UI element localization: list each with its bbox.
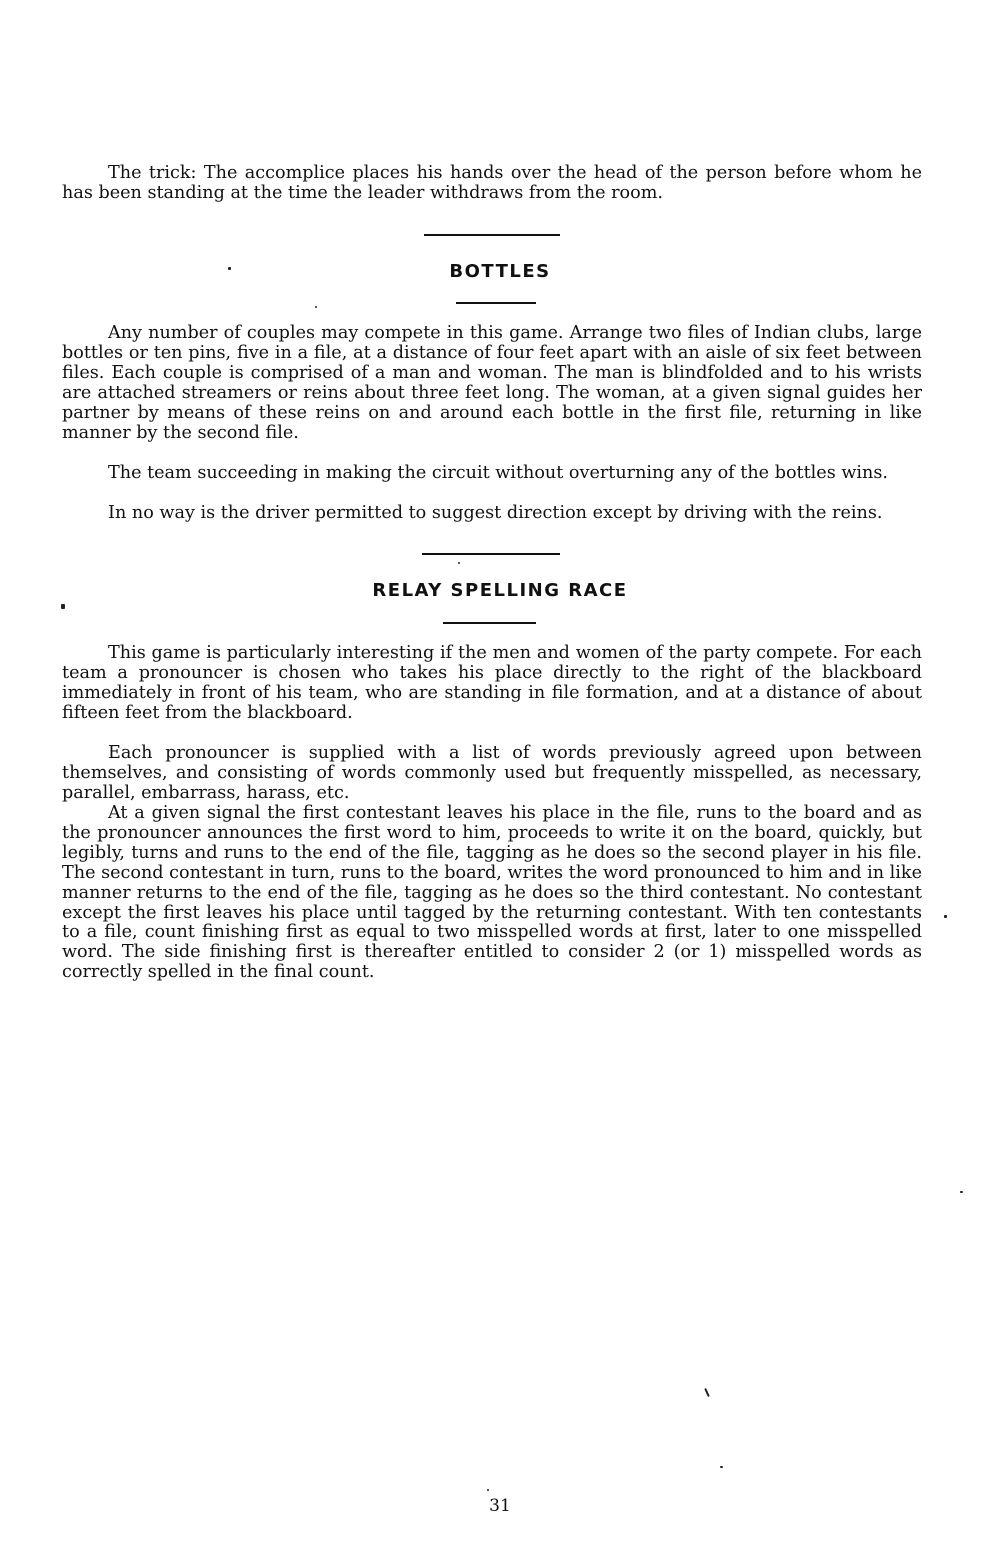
section-divider — [422, 553, 560, 555]
section-title-relay-spelling-race: RELAY SPELLING RACE — [372, 580, 628, 601]
scan-speck — [487, 1489, 489, 1491]
relay-paragraph: This game is particularly interesting if the men and women of the party compete. For each team a pronouncer is chosen who takes his place directly to the right of the blackboard immediately in front of his team, who are standing in file formation, and at a distance of about fifteen feet from the blackboard. — [62, 643, 922, 723]
scan-speck — [315, 306, 317, 308]
scan-speck — [228, 267, 231, 270]
bottles-paragraph: Any number of couples may compete in this game. Arrange two files of Indian clubs, large bottles or ten pins, five in a file, at a distance of four feet apart with an aisle of six feet between files. Each couple is comprised of a man and woman. The man is blindfolded and to his wrists are attached streamers or reins about three feet long. The woman, at a given signal guides her partner by means of these reins on and around each bottle in the first file, returning in like manner by the second file. — [62, 323, 922, 443]
relay-paragraph: Each pronouncer is supplied with a list of words previously agreed upon between themselves, and consisting of words commonly used but frequently misspelled, as necessary, parallel, embarrass, harass, etc. — [62, 743, 922, 803]
scan-speck — [704, 1388, 710, 1397]
scan-speck — [458, 562, 460, 564]
bottles-paragraph: The team succeeding in making the circuit without overturning any of the bottles wins. — [108, 463, 888, 483]
scan-speck — [960, 1191, 963, 1193]
section-divider — [424, 234, 560, 236]
intro-paragraph: The trick: The accomplice places his hands over the head of the person before whom he has been standing at the time the leader withdraws from the room. — [62, 163, 922, 203]
scan-speck — [944, 915, 947, 918]
heading-underline — [456, 302, 536, 304]
relay-paragraph: At a given signal the first contestant leaves his place in the file, runs to the board and as the pronouncer announces the first word to him, proceeds to write it on the board, quickly, but legibly, turns and runs to the end of the file, tagging as he does so the second player in his file. The second contestant in turn, runs to the board, writes the word pronounced to him and in like manner returns to the end of the file, tagging as he does so the third contestant. No contestant except the first leaves his place until tagged by the returning contestant. With ten contestants to a file, count finishing first as equal to two misspelled words at first, later to one misspelled word. The side finishing first is thereafter entitled to consider 2 (or 1) misspelled words as correctly spelled in the final count. — [62, 803, 922, 983]
bottles-paragraph: In no way is the driver permitted to suggest direction except by driving with the reins. — [108, 503, 883, 523]
scan-speck — [61, 604, 65, 609]
scan-speck — [720, 1466, 723, 1468]
heading-underline — [443, 622, 536, 624]
section-title-bottles: BOTTLES — [449, 261, 551, 282]
page-number: 31 — [489, 1496, 511, 1516]
